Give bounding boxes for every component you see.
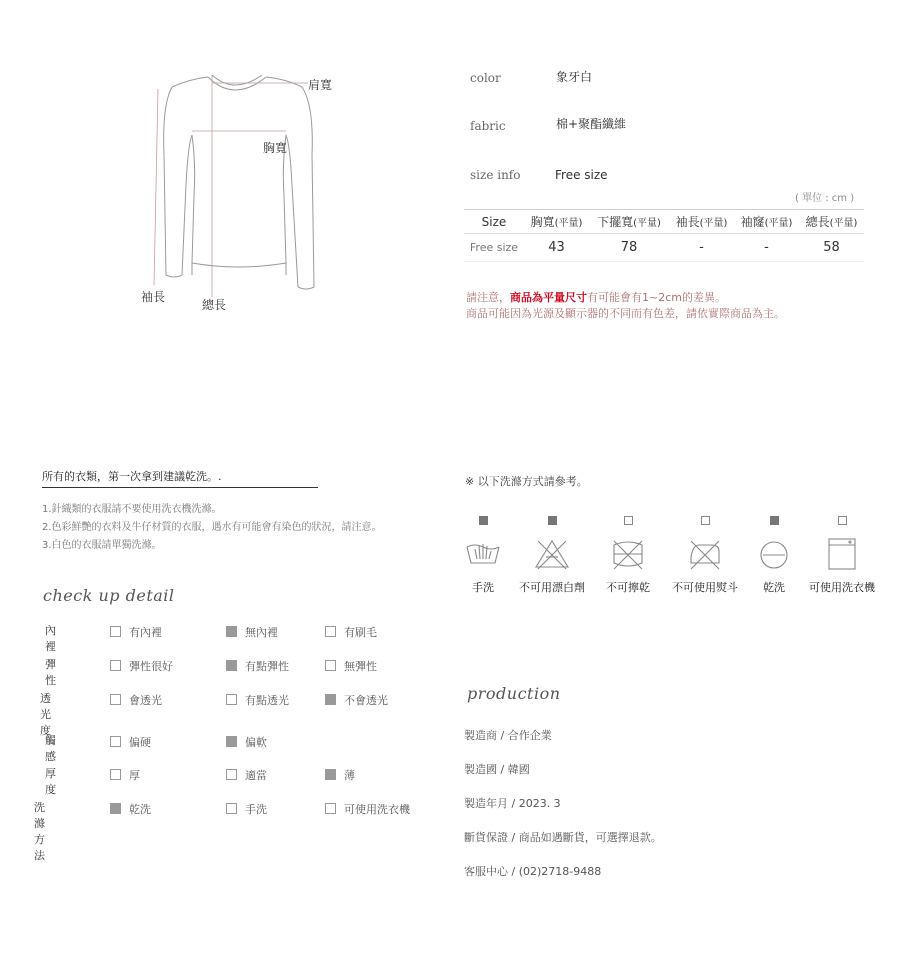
check-option-label: 乾洗 — [129, 803, 151, 816]
check-option — [325, 692, 388, 708]
checked-box-icon — [548, 516, 557, 525]
production-line: 客服中心 / (02)2718-9488 — [464, 865, 602, 878]
care-line: 3.白色的衣服請單獨洗滌。 — [42, 540, 162, 551]
check-option — [226, 767, 267, 783]
check-option — [226, 734, 267, 750]
unchecked-box-icon — [838, 516, 847, 525]
check-option — [110, 624, 162, 640]
check-row-label: 彈性 — [45, 658, 56, 687]
check-option — [226, 801, 267, 817]
checked-box-icon — [110, 803, 121, 814]
notice-line-1: 請注意，商品為平量尺寸有可能會有1~2cm的差異。 — [466, 291, 726, 304]
dry-clean-icon — [756, 537, 792, 573]
production-line: 斷貨保證 / 商品如遇斷貨，可選擇退款。 — [464, 831, 662, 844]
label-chest: 胸寬 — [263, 141, 288, 155]
checked-box-icon — [325, 694, 336, 705]
machine-wash-icon — [824, 537, 860, 573]
header-sleeve: 袖長(平量) — [675, 215, 728, 229]
check-option — [110, 767, 140, 783]
garment-diagram — [130, 65, 350, 315]
washing-checkbox — [838, 510, 847, 529]
size-table-header — [464, 210, 864, 234]
check-option-label: 無彈性 — [344, 660, 377, 673]
washing-label: 可使用洗衣機 — [809, 581, 875, 594]
cell-length: 58 — [823, 240, 840, 255]
washing-checkbox — [479, 510, 488, 529]
checked-box-icon — [479, 516, 488, 525]
cell-size: Free size — [469, 241, 519, 254]
unchecked-box-icon — [226, 694, 237, 705]
washing-label: 不可使用熨斗 — [672, 581, 738, 594]
check-option — [110, 692, 162, 708]
check-option-label: 無內裡 — [245, 626, 278, 639]
unchecked-box-icon — [624, 516, 633, 525]
production-lines — [464, 727, 662, 897]
unchecked-box-icon — [110, 769, 121, 780]
header-size: Size — [481, 214, 507, 229]
check-option-label: 會透光 — [129, 694, 162, 707]
header-hem: 下擺寬(平量) — [597, 215, 661, 229]
label-length: 總長 — [202, 298, 227, 312]
check-option-label: 有點彈性 — [245, 660, 289, 673]
check-option — [325, 801, 410, 817]
fabric-value: 棉+聚酯纖維 — [556, 117, 627, 131]
care-title: 所有的衣類，第一次拿到建議乾洗。. — [42, 468, 318, 488]
washing-label: 不可擰乾 — [606, 581, 650, 594]
unchecked-box-icon — [325, 660, 336, 671]
check-option-label: 有點透光 — [245, 694, 289, 707]
unchecked-box-icon — [226, 803, 237, 814]
check-option-label: 偏軟 — [245, 736, 267, 749]
unchecked-box-icon — [110, 694, 121, 705]
production-line: 製造年月 / 2023. 3 — [464, 797, 561, 810]
unchecked-box-icon — [325, 626, 336, 637]
check-option-label: 不會透光 — [344, 694, 388, 707]
notice-line-2: 商品可能因為光源及顯示器的不同而有色差，請依實際商品為主。 — [466, 307, 785, 320]
check-row-label: 洗滌方法 — [34, 801, 45, 862]
care-line: 2.色彩鮮艷的衣料及牛仔材質的衣服，遇水有可能會有染色的狀況，請注意。 — [42, 522, 382, 533]
washing-label: 手洗 — [472, 581, 494, 594]
check-option-label: 可使用洗衣機 — [344, 803, 410, 816]
unchecked-box-icon — [110, 660, 121, 671]
washing-checkbox — [770, 510, 779, 529]
check-row-label: 透光度 — [40, 692, 51, 737]
size-info-value: Free size — [555, 168, 608, 182]
checked-box-icon — [226, 626, 237, 637]
size-table-row — [464, 234, 864, 262]
fabric-label: fabric — [470, 119, 506, 133]
check-option-label: 有內裡 — [129, 626, 162, 639]
unchecked-box-icon — [226, 769, 237, 780]
checked-box-icon — [226, 660, 237, 671]
header-chest: 胸寬(平量) — [530, 215, 583, 229]
check-option — [325, 624, 377, 640]
cell-hem: 78 — [620, 240, 638, 255]
washing-note: ※ 以下洗滌方式請參考。 — [465, 475, 588, 488]
color-label: color — [470, 71, 501, 85]
check-row-label: 內裡 — [45, 624, 56, 653]
washing-label: 乾洗 — [763, 581, 785, 594]
size-table — [464, 209, 864, 262]
unchecked-box-icon — [325, 803, 336, 814]
no-wring-icon — [610, 537, 646, 573]
no-iron-icon — [687, 537, 723, 573]
unchecked-box-icon — [110, 736, 121, 747]
care-lines — [42, 501, 382, 555]
color-value: 象牙白 — [556, 70, 593, 84]
check-row-label: 觸感 — [45, 734, 56, 763]
size-info-label: size info — [470, 168, 521, 182]
check-option — [325, 767, 355, 783]
cell-chest: 43 — [548, 240, 565, 255]
label-sleeve: 袖長 — [141, 290, 166, 304]
checked-box-icon — [325, 769, 336, 780]
production-title: production — [467, 684, 561, 703]
check-option-label: 適當 — [245, 769, 267, 782]
no-bleach-icon — [534, 537, 570, 573]
unchecked-box-icon — [110, 626, 121, 637]
label-shoulder: 肩寬 — [308, 78, 333, 92]
check-option — [110, 734, 151, 750]
check-option-label: 有刷毛 — [344, 626, 377, 639]
check-detail-title: check up detail — [43, 586, 175, 605]
care-line: 1.針織類的衣服請不要使用洗衣機洗滌。 — [42, 504, 222, 515]
hand-wash-icon — [465, 537, 501, 573]
check-option — [226, 692, 289, 708]
production-line: 製造商 / 合作企業 — [464, 729, 552, 742]
production-line: 製造國 / 韓國 — [464, 763, 530, 776]
header-armhole: 袖窿(平量) — [740, 215, 793, 229]
check-option — [226, 624, 278, 640]
cell-sleeve: - — [699, 240, 704, 255]
check-option-label: 薄 — [344, 769, 355, 782]
header-length: 總長(平量) — [805, 215, 858, 229]
check-option-label: 厚 — [129, 769, 140, 782]
unchecked-box-icon — [701, 516, 710, 525]
check-option — [110, 801, 151, 817]
checked-box-icon — [770, 516, 779, 525]
check-option-label: 彈性很好 — [129, 660, 173, 673]
washing-checkbox — [548, 510, 557, 529]
check-row-label: 厚度 — [45, 767, 56, 796]
size-unit: ( 單位 : cm ) — [795, 193, 855, 204]
check-option-label: 手洗 — [245, 803, 267, 816]
checked-box-icon — [226, 736, 237, 747]
washing-checkbox — [701, 510, 710, 529]
check-option-label: 偏硬 — [129, 736, 151, 749]
washing-label: 不可用漂白劑 — [519, 581, 585, 594]
washing-checkbox — [624, 510, 633, 529]
check-option — [110, 658, 173, 674]
check-option — [226, 658, 289, 674]
cell-armhole: - — [764, 240, 769, 255]
check-option — [325, 658, 377, 674]
